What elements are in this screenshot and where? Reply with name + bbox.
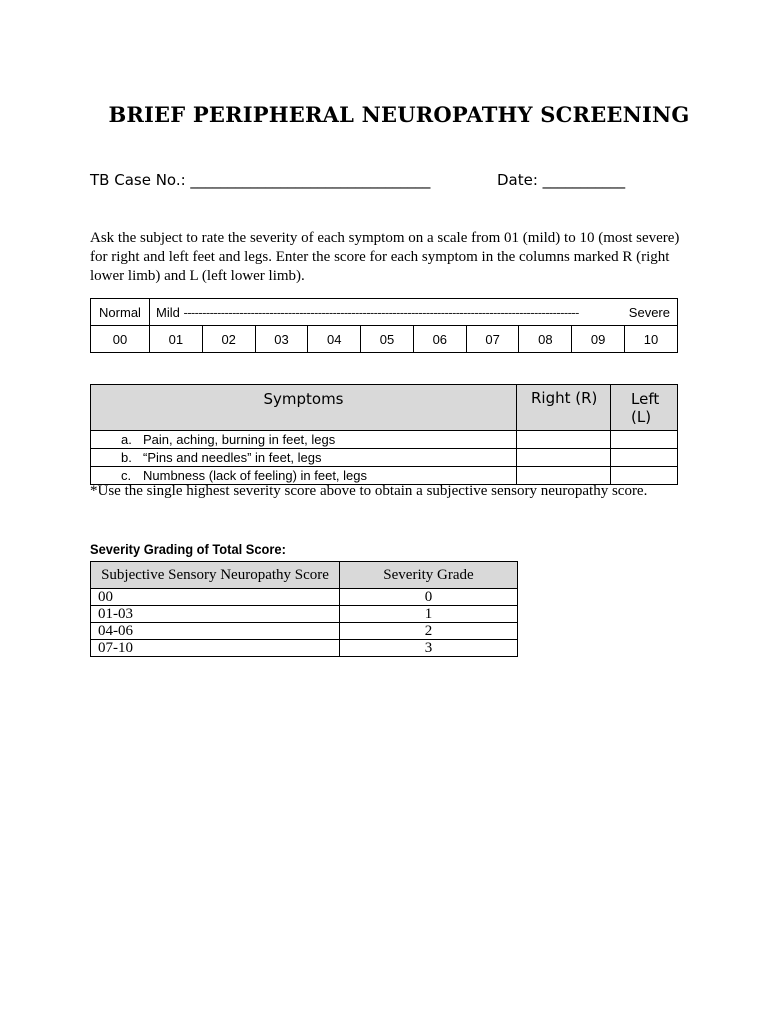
score-cell: 04-06 <box>91 623 340 640</box>
grade-cell: 0 <box>340 589 518 606</box>
scale-value: 06 <box>413 326 466 353</box>
date-field[interactable]: Date: ___________ <box>497 171 626 189</box>
scale-value: 10 <box>625 326 678 353</box>
right-score-cell[interactable] <box>517 431 611 449</box>
grade-cell: 2 <box>340 623 518 640</box>
left-score-cell[interactable] <box>611 431 678 449</box>
symptom-label: a. Pain, aching, burning in feet, legs <box>91 431 517 449</box>
grade-cell: 3 <box>340 640 518 657</box>
symptoms-table <box>90 384 678 485</box>
grade-header: Severity Grade <box>340 562 518 589</box>
score-cell: 00 <box>91 589 340 606</box>
scale-value: 07 <box>466 326 519 353</box>
left-header: Left (L) <box>611 385 678 431</box>
table-row <box>91 467 678 485</box>
page-title: BRIEF PERIPHERAL NEUROPATHY SCREENING <box>108 102 690 127</box>
symptom-label: b. “Pins and needles” in feet, legs <box>91 449 517 467</box>
table-row <box>91 606 518 623</box>
left-score-cell[interactable] <box>611 467 678 485</box>
right-header: Right (R) <box>517 385 611 431</box>
score-cell: 01-03 <box>91 606 340 623</box>
scale-normal-label: Normal <box>91 299 150 326</box>
right-score-cell[interactable] <box>517 467 611 485</box>
scale-value: 00 <box>91 326 150 353</box>
table-row <box>91 449 678 467</box>
scale-value: 09 <box>572 326 625 353</box>
symptom-label: c. Numbness (lack of feeling) in feet, legs <box>91 467 517 485</box>
scale-severe-text: Severe <box>628 305 670 320</box>
left-score-cell[interactable] <box>611 449 678 467</box>
scale-value: 02 <box>202 326 255 353</box>
severity-grading-table <box>90 561 518 657</box>
scale-mild-severe-label <box>150 299 678 326</box>
scale-value: 01 <box>150 326 203 353</box>
case-info-row <box>90 171 690 189</box>
table-row <box>91 431 678 449</box>
scale-value: 03 <box>255 326 308 353</box>
tb-case-number-field[interactable]: TB Case No.: ________________________________ <box>90 171 431 189</box>
table-row <box>91 640 518 657</box>
scoring-note: *Use the single highest severity score above to obtain a subjective sensory neuropathy score. <box>90 483 648 499</box>
right-score-cell[interactable] <box>517 449 611 467</box>
scale-value: 08 <box>519 326 572 353</box>
score-cell: 07-10 <box>91 640 340 657</box>
scale-mild-text: Mild <box>156 304 180 320</box>
scale-value: 04 <box>308 326 361 353</box>
severity-heading: Severity Grading of Total Score: <box>90 541 286 557</box>
table-row <box>91 589 518 606</box>
severity-scale-table <box>90 298 678 353</box>
symptoms-header: Symptoms <box>91 385 517 431</box>
instructions-text: Ask the subject to rate the severity of each symptom on a scale from 01 (mild) to 10 (most severe) for right and left feet and legs. Enter the score for each symptom in the columns marked R (right lower limb) and L (left lower limb). <box>90 230 680 284</box>
grade-cell: 1 <box>340 606 518 623</box>
scale-value: 05 <box>361 326 414 353</box>
table-row <box>91 623 518 640</box>
scale-dashes: ---------------------------------------------------------------------------------------------------------- <box>183 304 579 320</box>
score-header: Subjective Sensory Neuropathy Score <box>91 562 340 589</box>
